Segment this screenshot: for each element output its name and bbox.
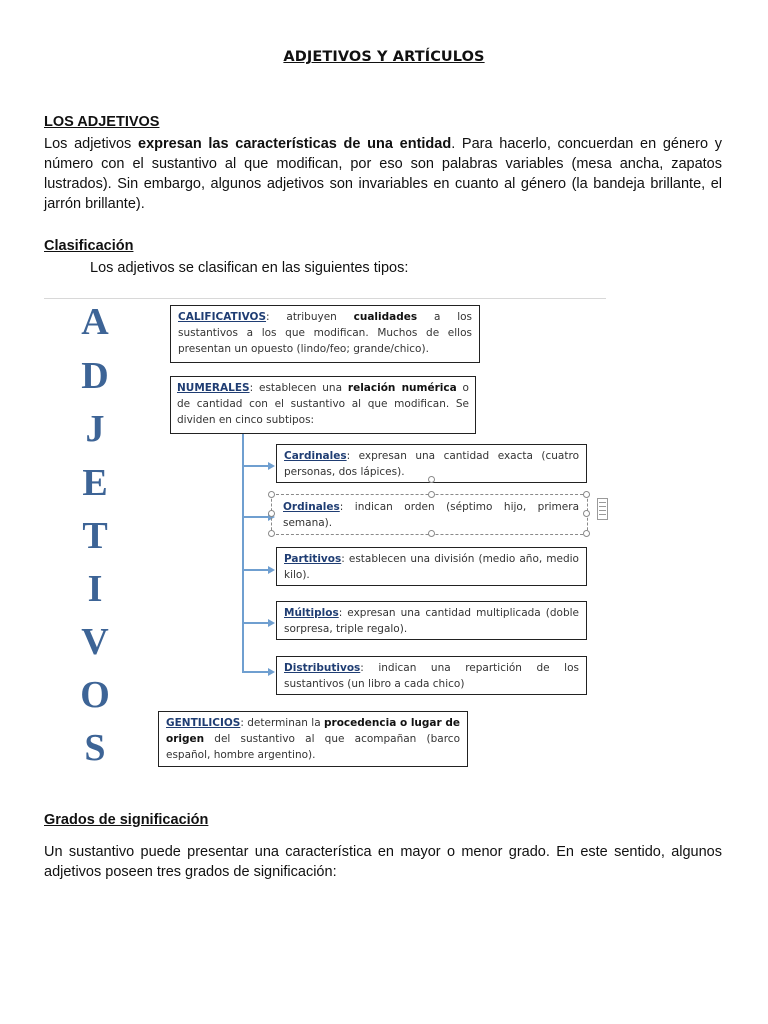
diagram-letter-s: S: [84, 727, 106, 769]
diagram-letter-t: T: [82, 515, 108, 557]
term-gentilicios: GENTILICIOS: [166, 717, 241, 729]
layout-options-icon[interactable]: [597, 498, 608, 520]
paragraph-grados: Un sustantivo puede presentar una característica en mayor o menor grado. En este sentido, algunos adjetivos poseen tres grados de significación:: [44, 844, 722, 880]
distributivos-text: : indican una repartición de los sustantivos (un libro a cada chico): [284, 662, 579, 690]
box-calificativos: [170, 305, 480, 363]
arrow-distributivos-icon: [268, 668, 275, 676]
partitivos-text: : establecen una división (medio año, medio kilo).: [284, 553, 579, 581]
branch-distributivos: [242, 671, 268, 673]
diagram-letter-e: E: [82, 462, 108, 504]
numerales-emphasis: relación numérica: [347, 382, 457, 394]
cardinales-text: : expresan una cantidad exacta (cuatro personas, dos lápices).: [284, 450, 579, 478]
term-partitivos: Partitivos: [284, 553, 342, 565]
adjetivos-diagram[interactable]: [44, 297, 610, 777]
arrow-partitivos-icon: [268, 566, 275, 574]
resize-handle-bottom-left[interactable]: [268, 530, 275, 537]
tree-trunk: [242, 434, 244, 672]
arrow-multiplos-icon: [268, 619, 275, 627]
multiplos-text: : expresan una cantidad multiplicada (doble sorpresa, triple regalo).: [284, 607, 579, 635]
resize-handle-bottom[interactable]: [428, 530, 435, 537]
ordinales-text: : indican orden (séptimo hijo, primera semana).: [283, 501, 579, 529]
box-numerales: [170, 377, 476, 434]
rotate-handle-icon[interactable]: [428, 476, 435, 483]
term-numerales: NUMERALES: [177, 382, 250, 394]
branch-cardinales: [242, 465, 268, 467]
gentilicios-text-2: del sustantivo al que acompañan (barco español, hombre argentino).: [166, 733, 460, 761]
resize-handle-top[interactable]: [428, 491, 435, 498]
term-multiplos: Múltiplos: [284, 607, 339, 619]
diagram-letter-v: V: [81, 621, 109, 663]
diagram-letter-d: D: [81, 355, 109, 397]
separator-line: [44, 298, 606, 299]
paragraph-rest: . Para hacerlo, concuerdan en género y número con el sustantivo al que modifican, por eso son palabras variables (mesa ancha, zapatos lustrados). Sin embargo, algunos adjetivos son invariables en cuanto al género (la bandeja brillante, el jarrón brillante).: [44, 136, 722, 212]
resize-handle-right[interactable]: [583, 510, 590, 517]
term-ordinales: Ordinales: [283, 501, 340, 513]
numerales-border-right: [475, 376, 476, 434]
heading-los-adjetivos: LOS ADJETIVOS: [44, 114, 160, 130]
calificativos-emphasis: cualidades: [353, 311, 418, 323]
heading-clasificacion: Clasificación: [44, 238, 134, 254]
numerales-border-left: [170, 376, 171, 434]
paragraph-emphasis: expresan las características de una entidad: [138, 136, 452, 152]
gentilicios-text-1: : determinan la: [240, 717, 325, 729]
box-gentilicios: [158, 711, 468, 767]
term-cardinales: Cardinales: [284, 450, 347, 462]
clasificacion-intro: Los adjetivos se clasifican en las siguientes tipos:: [90, 260, 409, 276]
box-multiplos: [276, 601, 587, 640]
resize-handle-bottom-right[interactable]: [583, 530, 590, 537]
heading-grados: Grados de significación: [44, 812, 209, 828]
calificativos-text-2: a los sustantivos a los que modifican. Muchos de ellos presentan un opuesto (lindo/feo; grande/chico).: [178, 311, 472, 355]
diagram-letter-i: I: [87, 568, 103, 610]
resize-handle-top-right[interactable]: [583, 491, 590, 498]
branch-multiplos: [242, 622, 268, 624]
box-ordinales[interactable]: [276, 496, 586, 533]
numerales-border-bottom: [170, 433, 476, 434]
diagram-letter-a: A: [81, 301, 109, 343]
diagram-letter-j: J: [85, 408, 105, 450]
branch-ordinales: [242, 516, 268, 518]
paragraph-lead: Los adjetivos: [44, 136, 139, 152]
numerales-border-top: [170, 376, 476, 377]
box-partitivos: [276, 547, 587, 586]
arrow-cardinales-icon: [268, 462, 275, 470]
calificativos-text-1: : atribuyen: [266, 311, 354, 323]
numerales-text-1: : establecen una: [249, 382, 348, 394]
box-distributivos: [276, 656, 587, 695]
paragraph-adjetivos-definition: [44, 134, 722, 214]
gentilicios-emphasis: procedencia o lugar de origen: [166, 717, 460, 745]
branch-partitivos: [242, 569, 268, 571]
document-title: ADJETIVOS Y ARTÍCULOS: [283, 49, 485, 65]
numerales-text-2: o de cantidad con el sustantivo al que modifican. Se dividen en cinco subtipos:: [177, 382, 469, 426]
resize-handle-top-left[interactable]: [268, 491, 275, 498]
term-distributivos: Distributivos: [284, 662, 361, 674]
term-calificativos: CALIFICATIVOS: [178, 311, 267, 323]
diagram-letter-o: O: [80, 674, 110, 716]
resize-handle-left[interactable]: [268, 510, 275, 517]
